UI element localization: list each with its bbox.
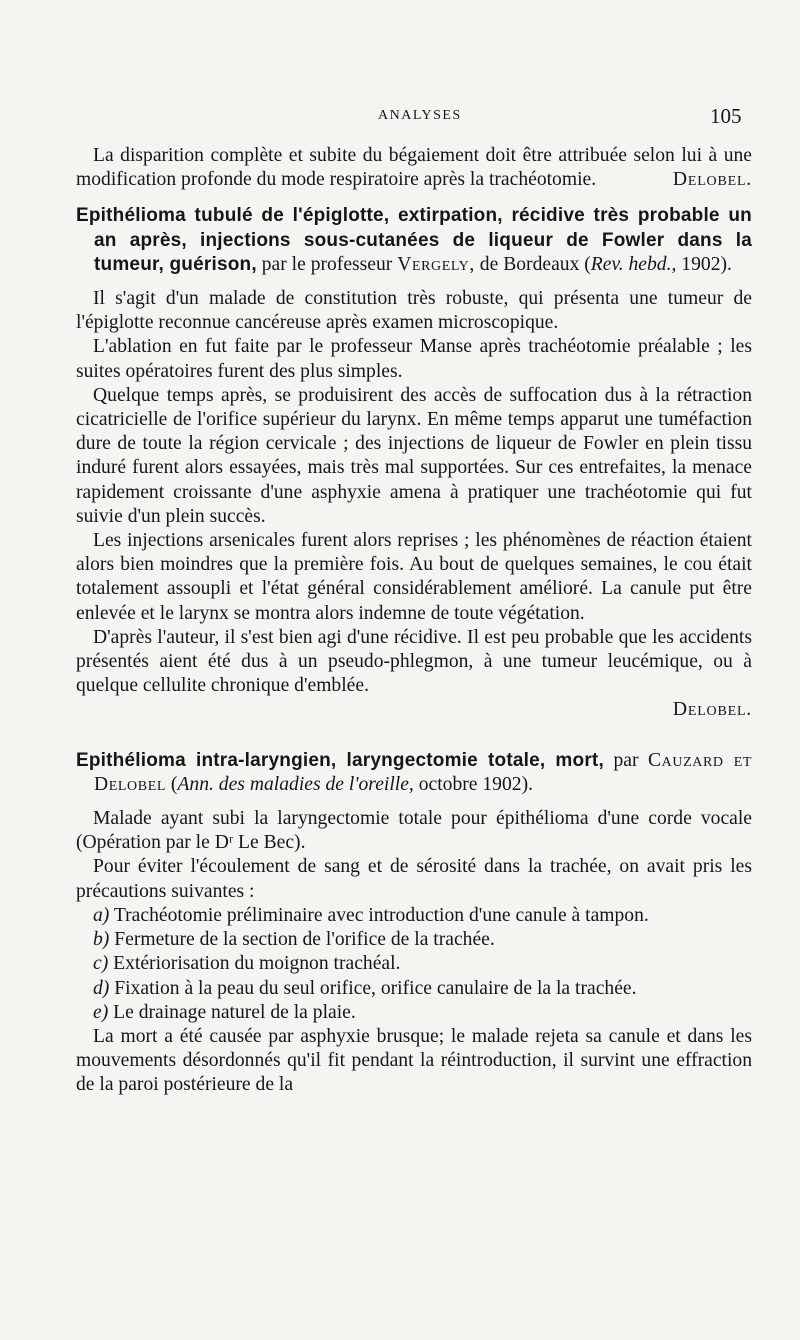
list-item: b) Fermeture de la section de l'orifice de la trachée. (93, 929, 495, 951)
page-body (76, 144, 752, 1098)
list-item: e) Le drainage naturel de la plaie. (93, 1001, 356, 1023)
list-letter: a) (93, 904, 110, 926)
list-letter: e) (93, 1001, 109, 1023)
paragraph: Quelque temps après, se produisirent des accès de suffocation dus à la rétraction cicatricielle de l'orifice supérieur du larynx. En même temps apparut une tuméfaction dure de toute la région cervicale ; des injections de liqueur de Fowler en plein tissu induré furent alors essayées, mais très mal supportées. Sur ces entrefaites, la menace rapidement croissante d'une asphyxie amena à pratiquer une trachéotomie qui fut suivie d'un plein succès. (76, 384, 752, 527)
list-letter: b) (93, 929, 110, 951)
article-heading: Epithélioma tubulé de l'épiglotte, extirpation, récidive très probable un an après, injections sous-cutanées de liqueur de Fowler dans la tumeur, guérison, par le professeur Vergely, de Bordeaux (Rev. hebd., 1902). (76, 205, 752, 275)
page-header (0, 104, 800, 132)
paragraph: La disparition complète et subite du bégaiement doit être attribuée selon lui à une modification profonde du mode respiratoire après la trachéotomie. Delobel. (76, 144, 752, 192)
paragraph: L'ablation en fut faite par le professeur Manse après trachéotomie préalable ; les suites opératoires furent des plus simples. (76, 336, 752, 382)
list-item: d) Fixation à la peau du seul orifice, orifice canulaire de la la trachée. (93, 977, 637, 999)
paragraph: Les injections arsenicales furent alors reprises ; les phénomènes de réaction étaient alors bien moindres que la première fois. Au bout de quelques semaines, le cou était totalement assoupli et l'état général considérablement amélioré. La canule put être enlevée et le larynx se montra alors indemne de toute végétation. (76, 530, 752, 624)
journal-name: Rev. hebd. (590, 253, 672, 275)
signature: Delobel. (672, 169, 752, 191)
list-letter: d) (93, 977, 110, 999)
paragraph: La mort a été causée par asphyxie brusque; le malade rejeta sa canule et dans les mouvements désordonnés qu'il fit pendant la réintroduction, il survint une effraction de la paroi postérieure de la (76, 1025, 752, 1096)
paragraph: Il s'agit d'un malade de constitution très robuste, qui présenta une tumeur de l'épiglotte reconnue cancéreuse après examen microscopique. (76, 288, 752, 334)
list-item: a) Trachéotomie préliminaire avec introduction d'une canule à tampon. (93, 904, 649, 926)
article-title: Epithélioma tubulé de l'épiglotte, extirpation, récidive très probable un an après, injections sous-cutanées de liqueur de Fowler dans la tumeur, guérison, (76, 205, 752, 275)
paragraph: Pour éviter l'écoulement de sang et de sérosité dans la trachée, on avait pris les précautions suivantes : (76, 856, 752, 902)
page-number: 105 (710, 104, 742, 128)
running-title: ANALYSES (378, 108, 462, 123)
signature: Delobel. (672, 699, 752, 721)
paragraph: Malade ayant subi la laryngectomie totale pour épithélioma d'une corde vocale (Opération par le Dʳ Le Bec). (76, 808, 752, 854)
journal-name: Ann. des maladies de l'oreille, (177, 773, 414, 795)
author-names: Cauzard et Delobel (94, 749, 753, 795)
article-title: Epithélioma intra-laryngien, laryngectomie totale, mort, (76, 749, 604, 771)
author-name: Vergely, (397, 253, 475, 275)
list-letter: c) (93, 953, 109, 975)
list-item: c) Extériorisation du moignon trachéal. (93, 953, 401, 975)
article-heading: Epithélioma intra-laryngien, laryngectomie totale, mort, par Cauzard et Delobel (Ann. des maladies de l'oreille, octobre 1902). (76, 749, 753, 795)
paragraph: D'après l'auteur, il s'est bien agi d'une récidive. Il est peu probable que les accidents présentés aient été dus à un pseudo-phlegmon, à une tumeur leucémique, ou à quelque cellulite chronique d'emblée. (76, 626, 752, 697)
